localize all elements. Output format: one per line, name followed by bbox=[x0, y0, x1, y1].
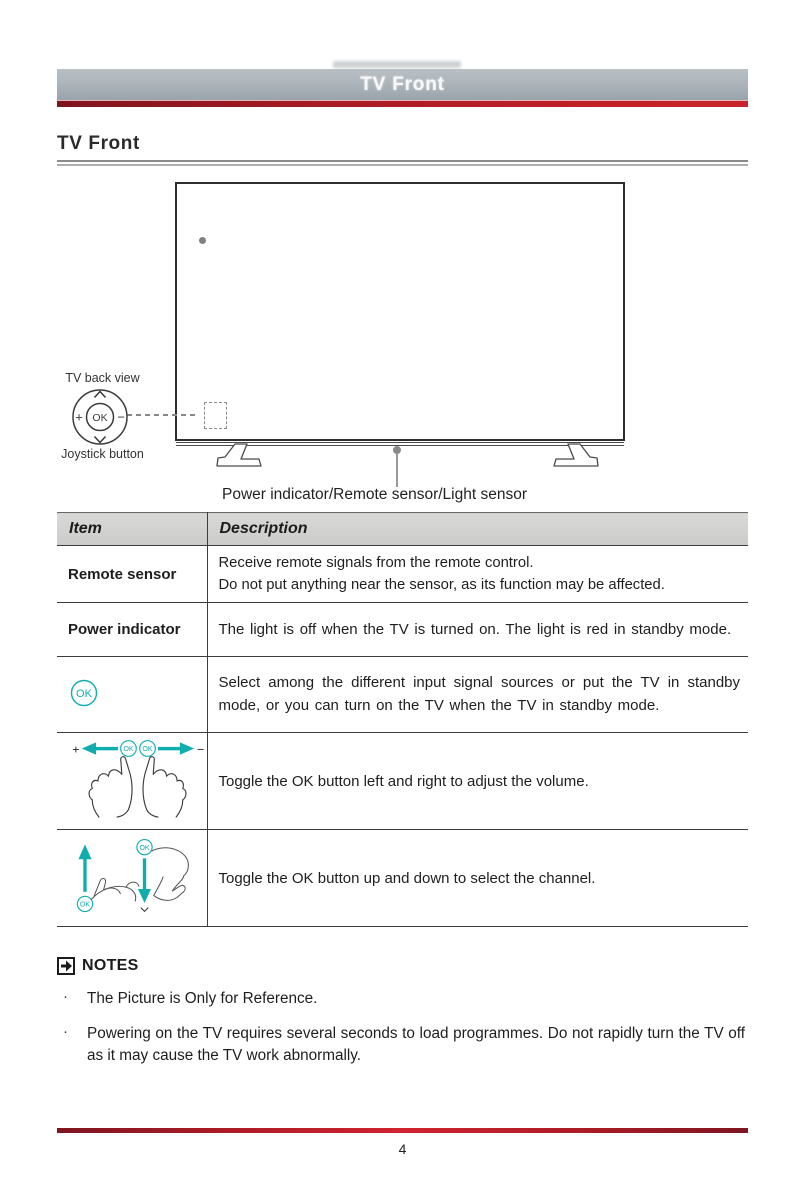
bullet: · bbox=[63, 988, 68, 1005]
table-row bbox=[57, 830, 748, 927]
left-hand-sketch bbox=[91, 879, 138, 902]
item-power-indicator: Power indicator bbox=[57, 603, 207, 657]
banner-gray-band bbox=[57, 69, 748, 100]
ok-button-icon bbox=[68, 677, 102, 709]
footer-rule bbox=[57, 1128, 748, 1133]
section-title: TV Front bbox=[57, 133, 140, 154]
desc-remote-sensor: Receive remote signals from the remote control. Do not put anything near the sensor, as its function may be affected. bbox=[207, 546, 748, 603]
sensor-pointer-dot bbox=[393, 446, 401, 454]
tv-screen-outline bbox=[175, 182, 625, 441]
table-row bbox=[57, 733, 748, 830]
item-toggle-up-down bbox=[57, 830, 207, 927]
volume-minus-label: − bbox=[117, 409, 125, 425]
desc-ok-button: Select among the different input signal sources or put the TV in standby mode, or you can turn on the TV when the TV in standby mode. bbox=[207, 657, 748, 733]
note-text: Powering on the TV requires several seconds to load programmes. Do not rapidly turn the TV off as it may cause the TV work abnormally. bbox=[87, 1025, 745, 1065]
notes-section bbox=[57, 957, 748, 1068]
toggle-up-down-hands-icon bbox=[68, 836, 208, 916]
section-rule bbox=[57, 160, 748, 166]
banner-red-bar bbox=[57, 100, 748, 107]
table-row bbox=[57, 657, 748, 733]
svg-text:OK: OK bbox=[123, 745, 134, 754]
sensor-location-box bbox=[204, 402, 227, 429]
bullet: · bbox=[63, 1023, 68, 1041]
tv-stand-feet bbox=[175, 441, 625, 471]
svg-text:OK: OK bbox=[76, 687, 92, 700]
item-ok-button bbox=[57, 657, 207, 733]
joystick-button-label: Joystick button bbox=[61, 447, 144, 461]
chevron-down-icon bbox=[141, 908, 148, 912]
table-row bbox=[57, 546, 748, 603]
sensor-pointer-label: Power indicator/Remote sensor/Light sensor bbox=[222, 486, 527, 503]
tv-back-view-label: TV back view bbox=[65, 371, 140, 385]
notes-arrow-box-icon bbox=[57, 957, 75, 975]
header-item: Item bbox=[57, 513, 207, 546]
page-banner bbox=[57, 69, 748, 107]
note-item bbox=[57, 1023, 748, 1067]
sensor-callout-dot bbox=[199, 237, 206, 244]
svg-text:OK: OK bbox=[139, 845, 150, 853]
banner-title: TV Front bbox=[360, 73, 445, 95]
note-item bbox=[57, 988, 748, 1010]
ok-label: OK bbox=[92, 412, 108, 424]
svg-text:+: + bbox=[72, 742, 80, 757]
desc-power-indicator: The light is off when the TV is turned on. The light is red in standby mode. bbox=[207, 603, 748, 657]
note-text: The Picture is Only for Reference. bbox=[87, 990, 318, 1007]
desc-toggle-up-down: Toggle the OK button up and down to select the channel. bbox=[207, 830, 748, 927]
right-hand-sketch bbox=[152, 848, 188, 901]
svg-text:OK: OK bbox=[79, 901, 91, 909]
svg-text:−: − bbox=[197, 742, 205, 757]
toggle-left-right-hands-icon bbox=[68, 739, 208, 819]
sensor-pointer-line bbox=[396, 454, 398, 487]
svg-text:OK: OK bbox=[142, 745, 153, 754]
item-remote-sensor: Remote sensor bbox=[57, 546, 207, 603]
tv-front-diagram bbox=[0, 175, 805, 512]
scan-artifact bbox=[333, 61, 461, 68]
table-row bbox=[57, 603, 748, 657]
header-description: Description bbox=[207, 513, 748, 546]
notes-title: NOTES bbox=[82, 957, 139, 974]
item-description-table bbox=[57, 512, 748, 927]
volume-plus-label: + bbox=[75, 409, 83, 425]
table-header-row bbox=[57, 513, 748, 546]
item-toggle-left-right bbox=[57, 733, 207, 830]
page-number: 4 bbox=[398, 1141, 407, 1157]
desc-toggle-left-right: Toggle the OK button left and right to adjust the volume. bbox=[207, 733, 748, 830]
